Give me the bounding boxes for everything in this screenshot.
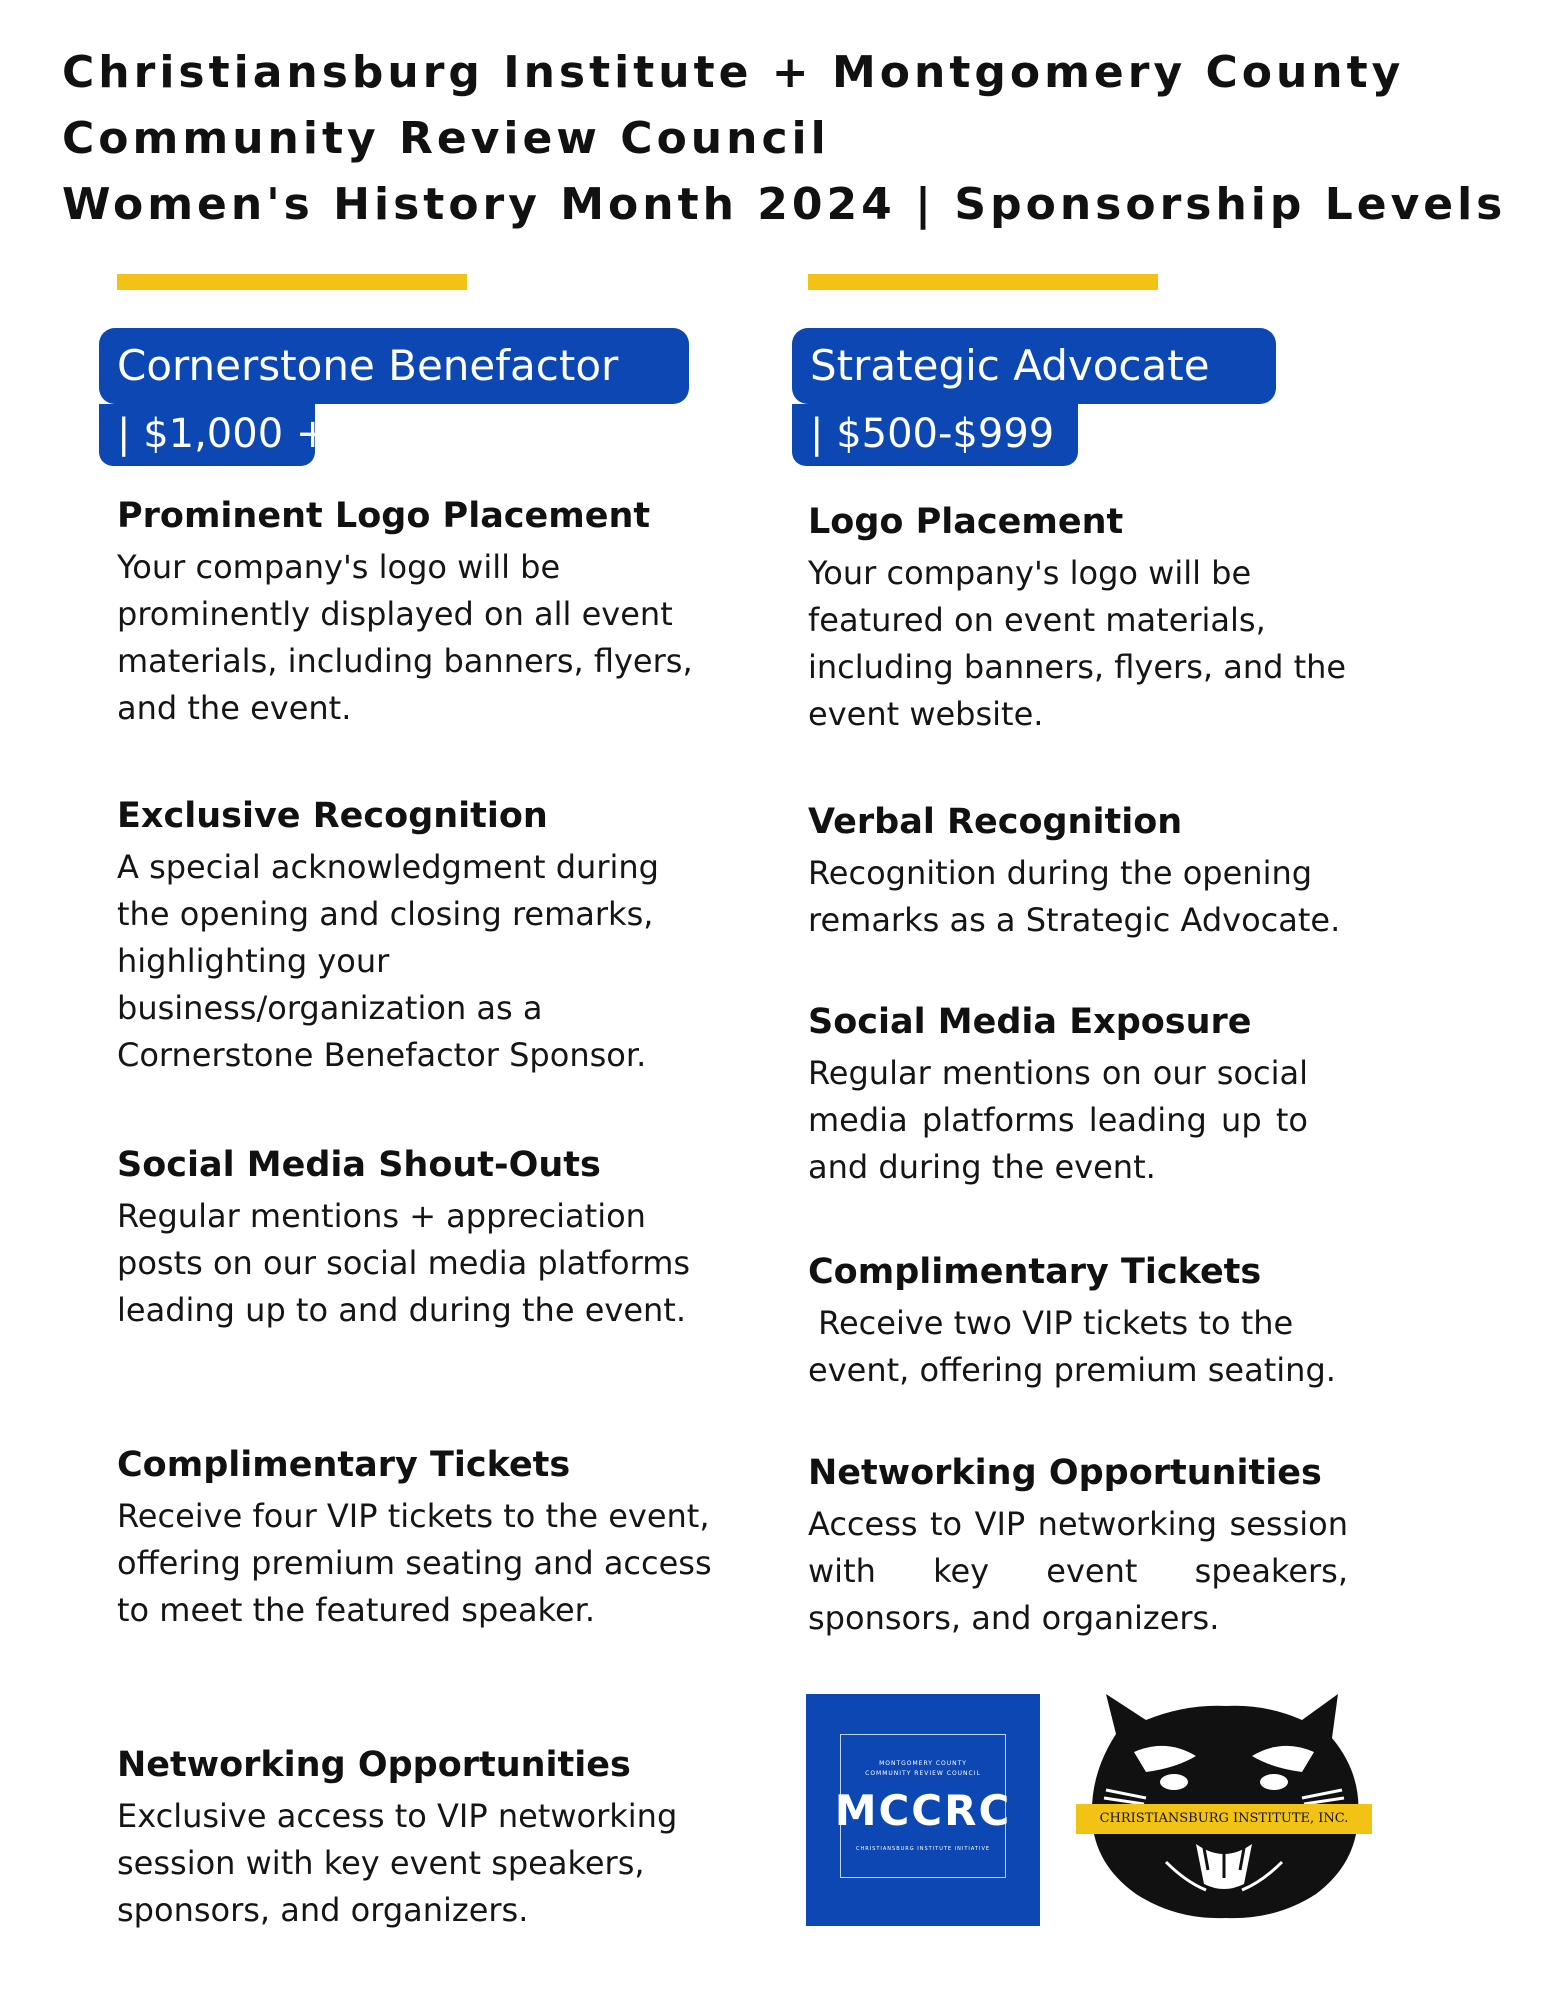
benefit-social-media: [808, 998, 1308, 1191]
title-line-3: Women's History Month 2024 | Sponsorship Levels: [62, 179, 1507, 230]
benefit-title: Complimentary Tickets: [117, 1445, 571, 1485]
benefit-complimentary-tickets: [117, 1441, 717, 1634]
tier-price-strategic: | $500-$999: [792, 404, 1078, 466]
logo-acronym: MCCRC: [834, 1786, 1012, 1835]
benefit-text: Exclusive access to VIP networking session with key event speakers, sponsors, and organizers.: [117, 1797, 678, 1929]
benefit-title: Social Media Exposure: [808, 1002, 1252, 1042]
christiansburg-institute-logo: [1076, 1694, 1372, 1920]
logo-top-text: MONTGOMERY COUNTY: [879, 1760, 967, 1767]
benefit-text: Your company's logo will be featured on event materials, including banners, flyers, and the event website.: [808, 554, 1347, 733]
benefit-text: Receive four VIP tickets to the event, offering premium seating and access to meet the featured speaker.: [117, 1497, 712, 1629]
benefit-title: Social Media Shout-Outs: [117, 1145, 601, 1185]
benefit-title: Complimentary Tickets: [808, 1252, 1262, 1292]
benefit-complimentary-tickets: [808, 1248, 1368, 1394]
benefit-text: Recognition during the opening remarks as a Strategic Advocate.: [808, 854, 1341, 939]
benefit-title: Prominent Logo Placement: [117, 496, 651, 536]
benefit-title: Networking Opportunities: [117, 1745, 631, 1785]
accent-bar-left: [117, 274, 467, 290]
logo-top-text-2: COMMUNITY REVIEW COUNCIL: [865, 1770, 981, 1777]
title-line-2: Community Review Council: [62, 113, 830, 164]
logo-banner: CHRISTIANSBURG INSTITUTE, INC.: [1076, 1804, 1372, 1834]
benefit-text: Regular mentions on our social media platforms leading up to and during the event.: [808, 1054, 1308, 1186]
mccrc-logo: [806, 1694, 1040, 1926]
benefit-logo-placement: [808, 498, 1368, 738]
benefit-title: Verbal Recognition: [808, 802, 1183, 842]
benefit-title: Exclusive Recognition: [117, 796, 548, 836]
logo-bottom-text: CHRISTIANSBURG INSTITUTE INITIATIVE: [855, 1846, 991, 1852]
benefit-social-media: [117, 1141, 717, 1334]
page-title: [62, 40, 1507, 238]
tier-price-cornerstone: | $1,000 +: [99, 404, 315, 466]
benefit-networking: [117, 1741, 717, 1934]
benefit-text: Access to VIP networking session with key event speakers, sponsors, and organizers.: [808, 1505, 1348, 1637]
benefit-text: Regular mentions + appreciation posts on our social media platforms leading up to and during the event.: [117, 1197, 691, 1329]
benefit-text: Your company's logo will be prominently displayed on all event materials, including banners, flyers, and the event.: [117, 548, 693, 727]
tier-name-strategic: Strategic Advocate: [792, 328, 1276, 404]
title-line-1: Christiansburg Institute + Montgomery County: [62, 47, 1405, 98]
benefit-title: Logo Placement: [808, 502, 1124, 542]
benefit-title: Networking Opportunities: [808, 1453, 1322, 1493]
accent-bar-right: [808, 274, 1158, 290]
benefit-logo-placement: [117, 492, 717, 732]
benefit-text: Receive two VIP tickets to the event, offering premium seating.: [808, 1304, 1336, 1389]
benefit-text: A special acknowledgment during the opening and closing remarks, highlighting your business/organization as a Cornerstone Benefactor Sponsor.: [117, 848, 659, 1074]
tier-name-cornerstone: Cornerstone Benefactor: [99, 328, 689, 404]
benefit-networking: [808, 1449, 1348, 1642]
benefit-exclusive-recognition: [117, 792, 717, 1079]
benefit-verbal-recognition: [808, 798, 1368, 944]
